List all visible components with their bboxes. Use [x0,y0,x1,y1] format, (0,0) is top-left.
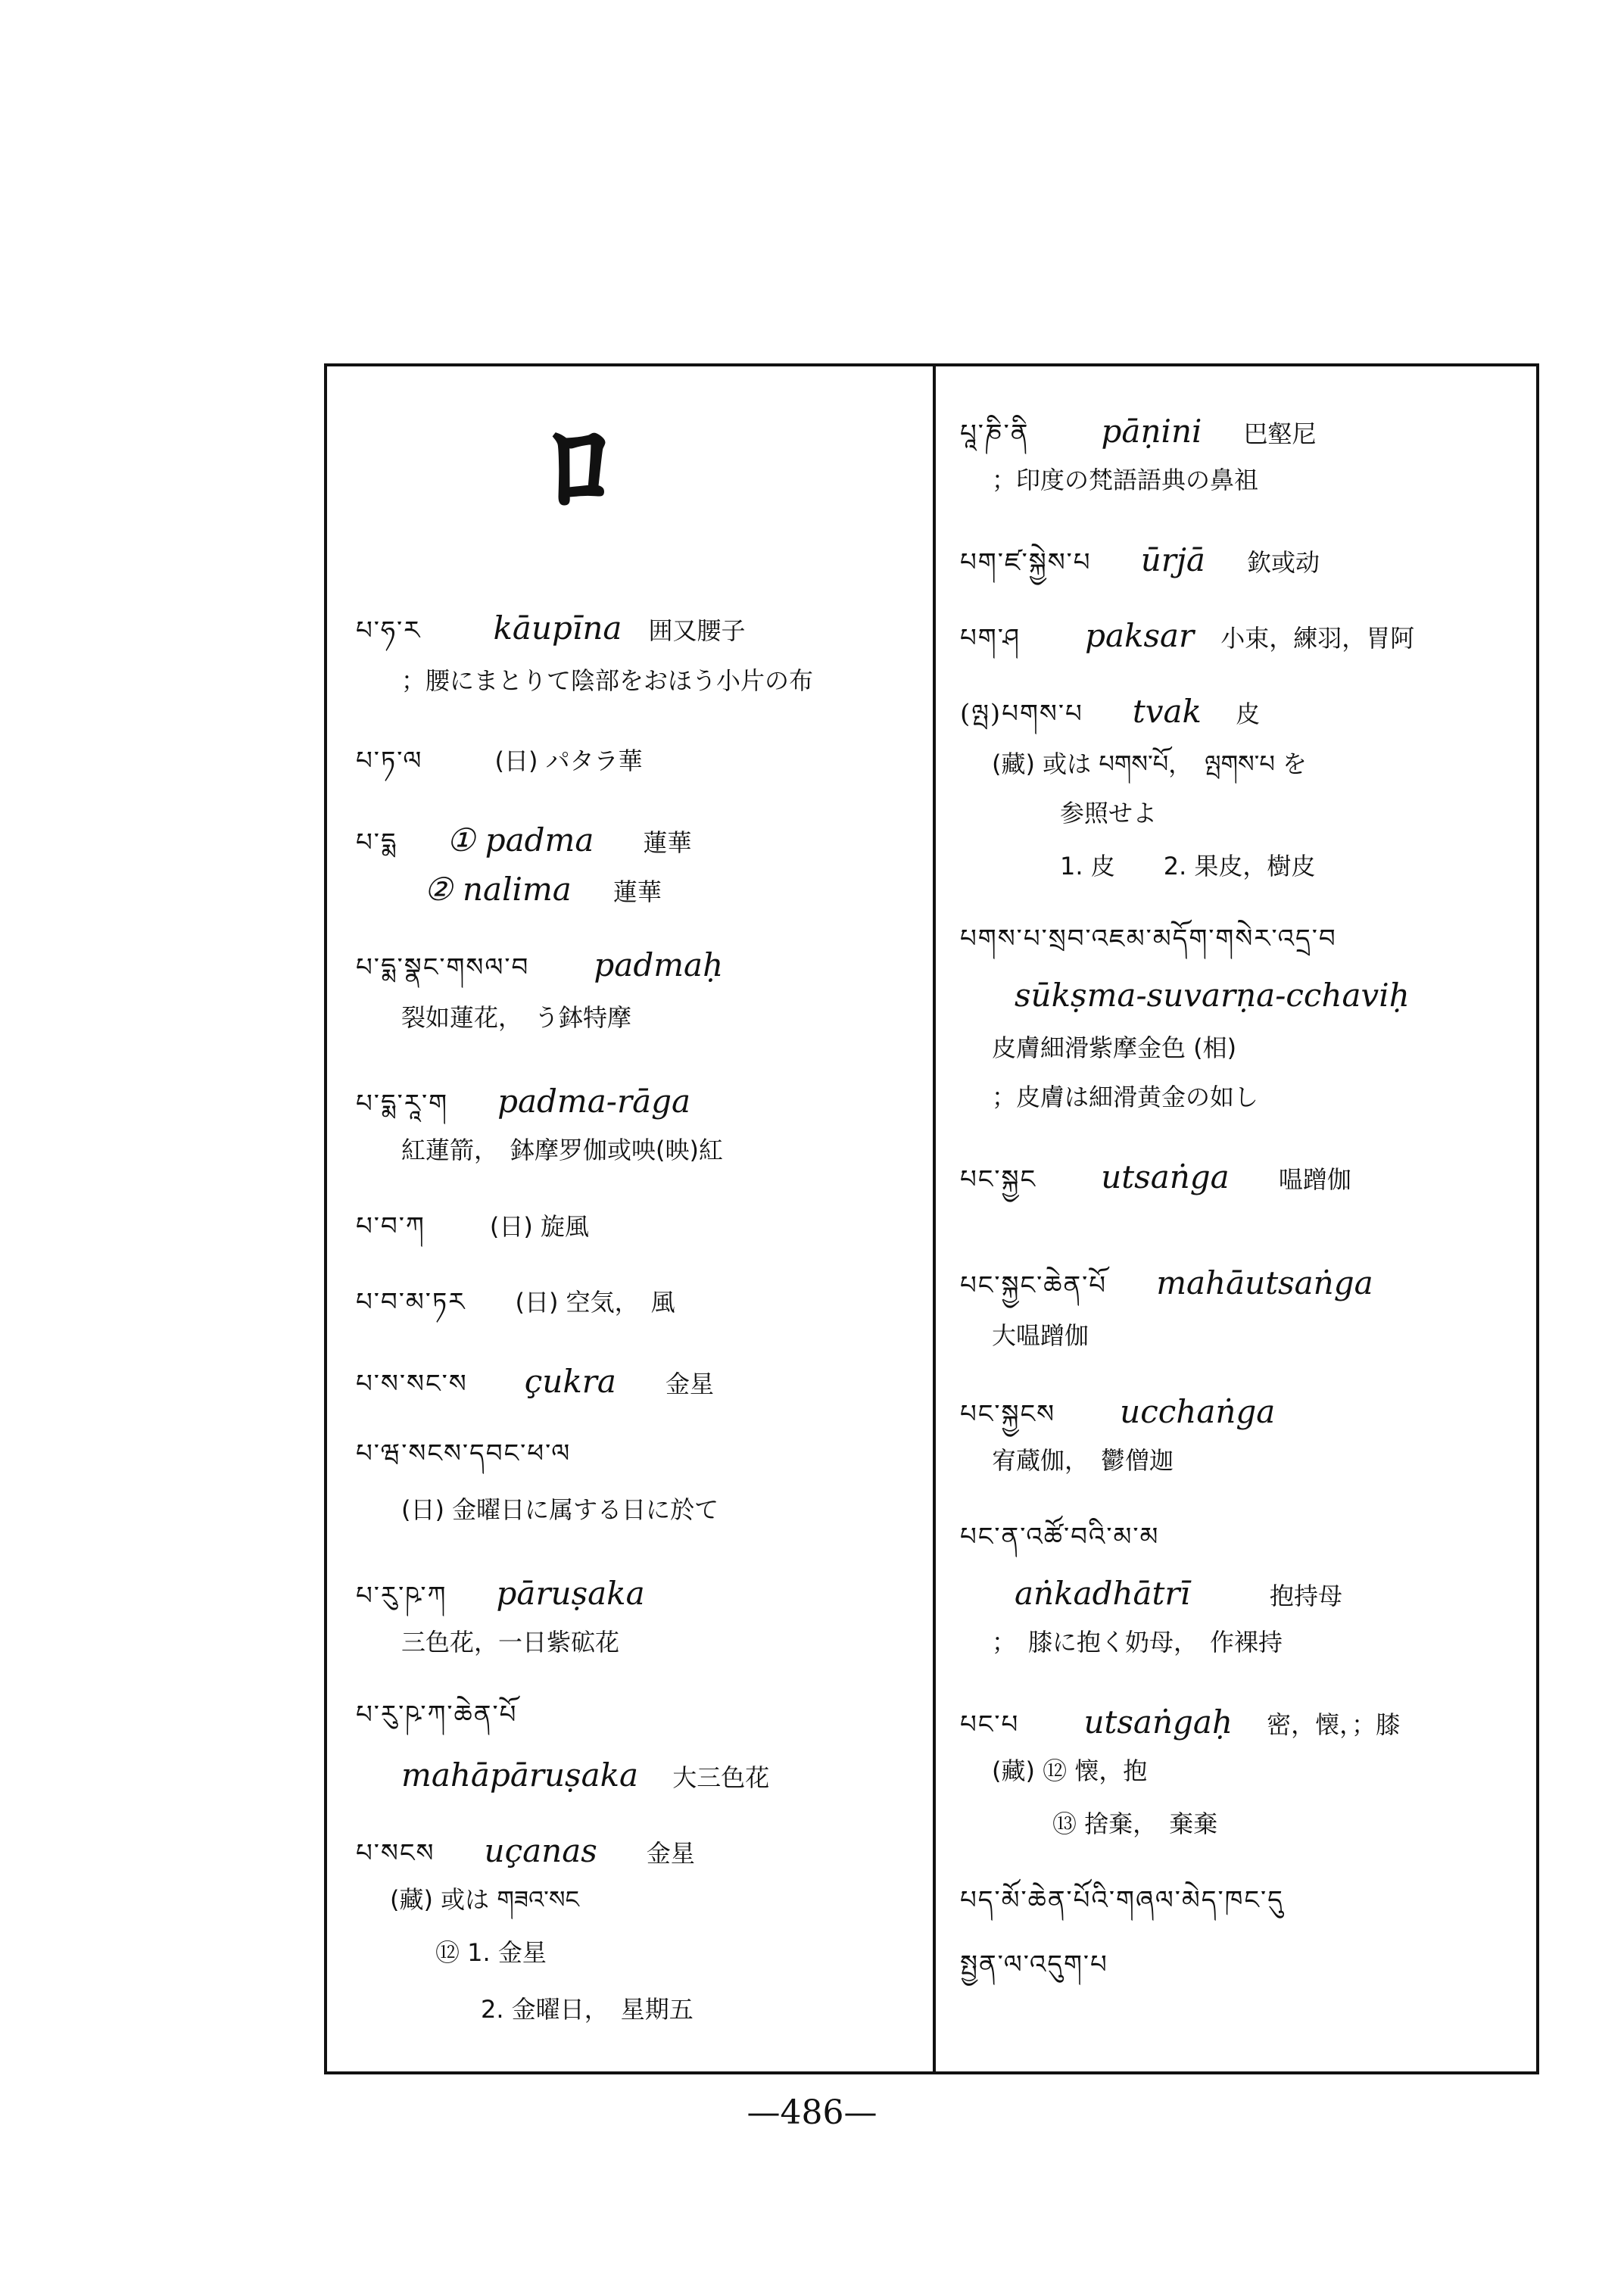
list-item: 三色花，一日紫砿花 [401,1628,620,1657]
list-item: ； 膝に抱く奶母， 作裸持 [992,1628,1283,1657]
list-item: པང་པ utsaṅgaḥ 密，懐，；膝 [960,1703,1401,1741]
list-item: པ་བ་ཀ (日) 旋風 [356,1211,590,1242]
list-item: པ་དྨ ① padma 蓮華 [356,821,692,859]
list-item: ② nalima 蓮華 [424,871,662,908]
list-item: aṅkadhātrī 抱持母 [1015,1575,1343,1612]
list-item: (藏) 或は པགས་པོ， ལྤགས་པ を [992,750,1308,778]
list-item: པ་ས་སང་ས çukra 金星 [356,1363,715,1400]
list-item: སྤྱན་ལ་འདུག་པ [960,1950,1108,1980]
list-item: ⑫ 1. 金星 [435,1938,547,1967]
list-item: 2. 金曜日， 星期五 [481,1995,694,2024]
list-item: sūkṣma-suvarṇa-cchaviḥ [1015,977,1410,1014]
list-item: པ་ཧ་ར kāupīna 囲又腰子 [356,609,746,647]
list-item: པ་དྨ་སྣང་གསལ་བ padmaḥ [356,946,724,983]
page-number: —486— [747,2093,877,2132]
list-item: པ་དྨ་རཱ་ག padma-rāga [356,1083,691,1120]
list-item: པཱ་ཎི་ནི pāṇini 巴壑尼 [960,413,1317,450]
list-item: (藏) ⑫ 懐，抱 [992,1756,1148,1785]
list-item: ；皮膚は細滑黄金の如し [992,1083,1259,1111]
list-item: པད་མོ་ཆེན་པོའི་གཞལ་མེད་ཁང་དུ [960,1885,1284,1915]
list-item: ；腰にまとりて陰部をおほう小片の布 [401,666,814,695]
list-item: པ་སངས uçanas 金星 [356,1832,695,1869]
list-item: ⑬ 捨棄， 棄棄 [1052,1809,1218,1838]
list-item: 裂如蓮花， う鉢特摩 [401,1003,632,1032]
list-item: 宥蔵伽， 鬱僧迦 [992,1446,1174,1475]
list-item: 大嗢蹭伽 [992,1321,1089,1350]
list-item: པང་སྐྱང་ཆེན་པོ mahāutsaṅga [960,1264,1373,1301]
list-item: པགས་པ་སྲབ་འཇམ་མདོག་གསེར་འདྲ་བ [960,924,1337,954]
list-item: པ་ཏ་ལ (日) パタラ華 [356,746,643,776]
list-item: པ་བ་མ་ཏར (日) 空気， 風 [356,1287,675,1317]
list-item: པང་སྐྱངས ucchaṅga [960,1393,1276,1430]
list-item: 参照せよ [1060,799,1158,828]
list-item: 1. 皮 2. 果皮，樹皮 [1060,852,1316,881]
list-item: པང་ན་འཚོ་བའི་མ་མ [960,1522,1160,1552]
list-item: (藏) 或は གཟའ་སང [390,1885,579,1914]
list-item: 紅蓮箭， 鉢摩罗伽或咉(映)紅 [401,1136,723,1164]
column-divider [933,363,936,2074]
list-item: ；印度の梵語語典の鼻祖 [992,466,1259,494]
list-item: mahāpāruṣaka 大三色花 [401,1756,770,1794]
list-item: (日) 金曜日に属する日に於て [401,1495,719,1524]
list-item: པག་ཤ paksar 小束，練羽，胃阿 [960,617,1415,654]
section-letter: ﾛ [551,404,609,535]
list-item: པ་ཝ་སངས་དབང་ཕ་ལ [356,1438,572,1469]
list-item: པ་རུ་ཥ་ཀ pāruṣaka [356,1575,645,1612]
list-item: (ལྤ)པགས་པ tvak 皮 [960,693,1261,730]
list-item: 皮膚細滑紫摩金色 (相) [992,1033,1237,1062]
list-item: པག་ཛ་སྐྱེས་པ ūrjā 欽或动 [960,541,1320,578]
list-item: པ་རུ་ཥ་ཀ་ཆེན་པོ [356,1700,518,1730]
list-item: པང་སྐྱང utsaṅga 嗢蹭伽 [960,1158,1351,1195]
